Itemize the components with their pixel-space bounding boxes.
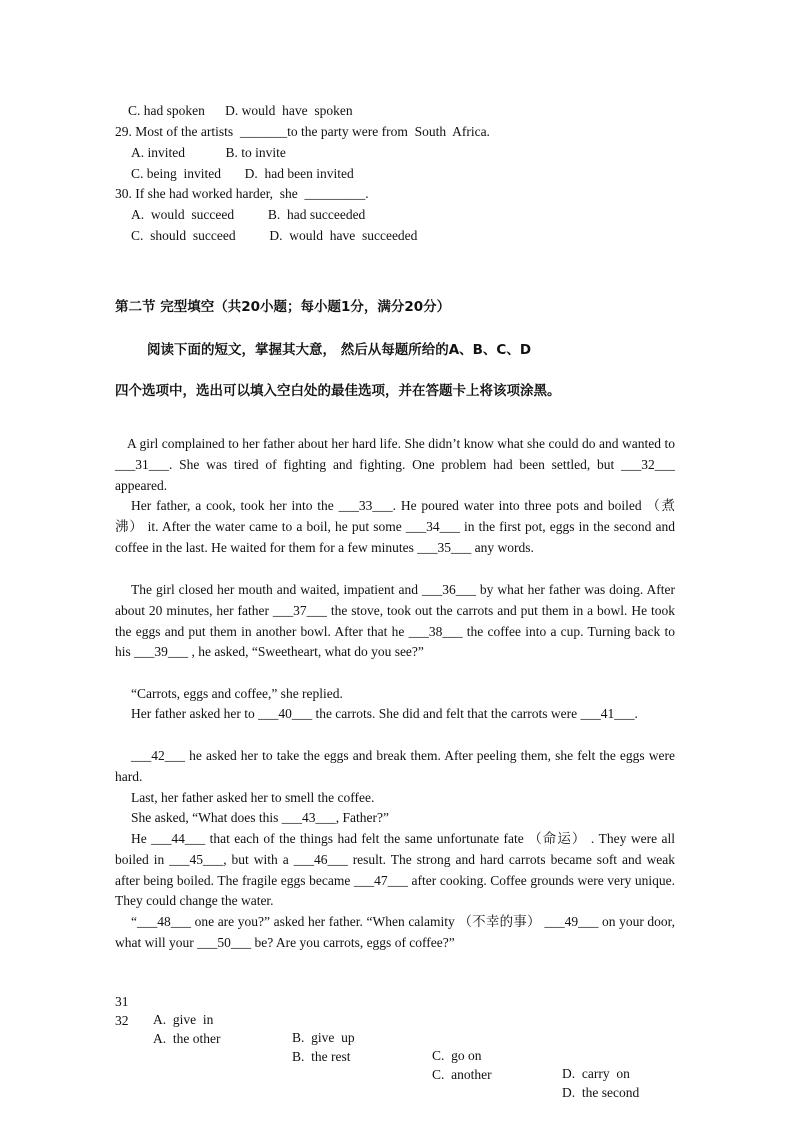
q30-stem: 30. If she had worked harder, she _________. <box>115 186 369 201</box>
q29-options-cd: C. being invited D. had been invited <box>131 166 354 181</box>
q30-options-cd: C. should succeed D. would have succeeded <box>131 228 418 243</box>
q28-options-cd: C. had spoken D. would have spoken <box>128 103 353 118</box>
option-c: C. another <box>432 1067 492 1082</box>
section2-instruction-line2: 四个选项中，选出可以填入空白处的最佳选项，并在答题卡上将该项涂黑。 <box>115 383 561 399</box>
passage-paragraph: Her father asked her to ___40___ the carrots. She did and felt that the carrots were ___41___. <box>131 706 638 721</box>
q29-stem: 29. Most of the artists _______to the party were from South Africa. <box>115 124 490 139</box>
option-b: B. the rest <box>292 1049 351 1064</box>
q29-options-ab: A. invited B. to invite <box>131 145 286 160</box>
passage-paragraph: Her father, a cook, took her into the ___33___. He poured water into three pots and boiled （煮沸） it. After the water came to a boil, he put some ___34___ in the first pot, eggs in the second and coffee in the last. He waited for them for a few minutes ___35___ any words. <box>115 498 675 555</box>
option-d: D. carry on <box>562 1066 630 1081</box>
option-number: 31 <box>115 994 129 1009</box>
passage-paragraph: She asked, “What does this ___43___, Father?” <box>131 810 389 825</box>
passage-paragraph: The girl closed her mouth and waited, impatient and ___36___ by what her father was doing. After about 20 minutes, her father ___37___ the stove, took out the carrots and put them in a bowl. He took the eggs and put them in another bowl. After that he ___38___ the coffee into a cup. Turning back to his ___39___ , he asked, “Sweetheart, what do you see?” <box>115 582 675 660</box>
passage-paragraph: “Carrots, eggs and coffee,” she replied. <box>131 686 343 701</box>
passage-paragraph: He ___44___ that each of the things had felt the same unfortunate fate （命运） . They were all boiled in ___45___, but with a ___46___ result. The strong and hard carrots became soft and weak after being boiled. The fragile eggs became ___47___ after cooking. Coffee grounds were very unique. They could change the water. <box>115 831 675 909</box>
option-number: 32 <box>115 1013 129 1028</box>
section2-instruction-line1: 阅读下面的短文，掌握其大意， 然后从每题所给的A、B、C、D <box>147 342 532 358</box>
passage-paragraph: Last, her father asked her to smell the coffee. <box>131 790 375 805</box>
option-d: D. the second <box>562 1085 640 1100</box>
option-b: B. give up <box>292 1030 355 1045</box>
option-c: C. go on <box>432 1048 482 1063</box>
q30-options-ab: A. would succeed B. had succeeded <box>131 207 366 222</box>
passage-paragraph: A girl complained to her father about her hard life. She didn’t know what she could do and wanted to ___31___. She was tired of fighting and fighting. One problem had been settled, but ___32___ appeared. <box>115 436 675 493</box>
passage-paragraph: ___42___ he asked her to take the eggs and break them. After peeling them, she felt the eggs were hard. <box>115 748 675 784</box>
passage-paragraph: “___48___ one are you?” asked her father. “When calamity （不幸的事） ___49___ on your door, what will your ___50___ be? Are you carrots, eggs of coffee?” <box>115 914 675 950</box>
option-a: A. the other <box>153 1031 221 1046</box>
option-a: A. give in <box>153 1012 214 1027</box>
section2-heading: 第二节 完型填空（共20小题；每小题1分，满分20分） <box>115 299 451 315</box>
